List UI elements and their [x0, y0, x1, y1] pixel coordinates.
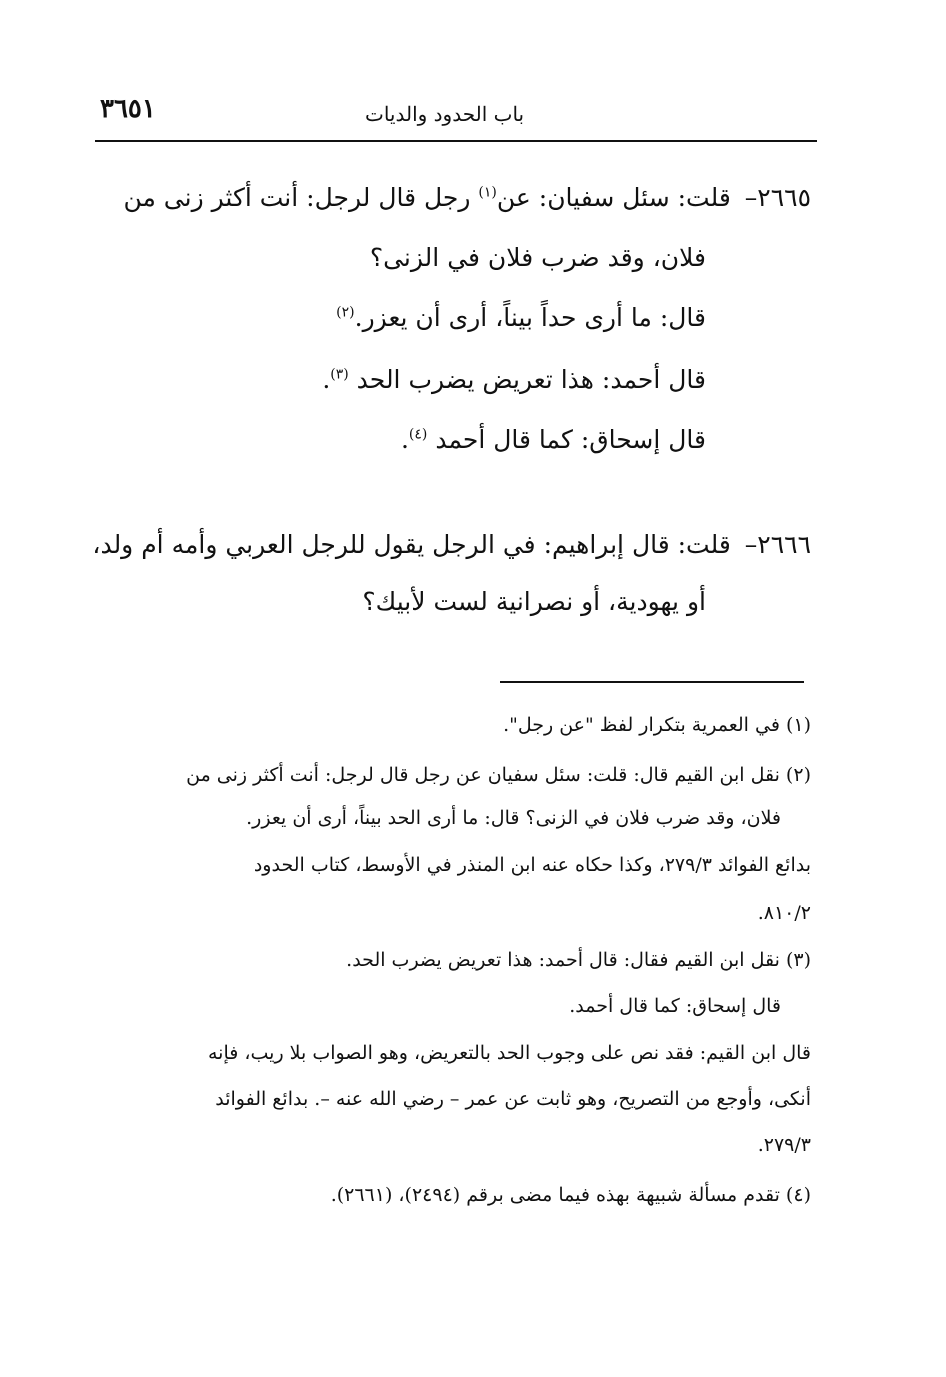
footnote-1: (١) في العمرية بتكرار لفظ "عن رجل".	[503, 714, 811, 736]
entry-text: .	[322, 365, 331, 394]
entry-text: قلت: سئل سفيان: عن	[496, 183, 731, 212]
entry-2666-line-1	[91, 525, 811, 565]
footnote-ref: (٣)	[330, 366, 349, 383]
entry-2665-line-4	[106, 360, 706, 400]
entry-number: ٢٦٦٥–	[744, 183, 811, 212]
entry-text: أو يهودية، أو نصرانية لست لأبيك؟	[362, 587, 706, 616]
entry-number: ٢٦٦٦–	[744, 530, 811, 559]
footnote-2-line-3: بدائع الفوائد ٢٧٩/٣، وكذا حكاه عنه ابن المنذر في الأوسط، كتاب الحدود	[253, 854, 811, 876]
entry-text: قال: ما أرى حداً بيناً، أرى أن يعزر.	[354, 303, 706, 332]
footnote-2-line-2: فلان، وقد ضرب فلان في الزنى؟ قال: ما أرى الحد بيناً، أرى أن يعزر.	[246, 807, 781, 829]
footnote-ref: (٢)	[336, 304, 355, 321]
footnote-3-line-5: ٢٧٩/٣.	[757, 1134, 811, 1156]
footnote-2-line-1: (٢) نقل ابن القيم قال: قلت: سئل سفيان عن رجل قال لرجل: أنت أكثر زنى من	[186, 764, 811, 786]
footnote-ref: (١)	[478, 184, 497, 201]
entry-text: قال أحمد: هذا تعريض يضرب الحد	[348, 365, 706, 394]
entry-text: .	[400, 425, 409, 454]
footnote-3-line-4: أنكى، وأوجع من التصريح، وهو ثابت عن عمر – رضي الله عنه –. بدائع الفوائد	[215, 1088, 811, 1110]
entry-text: قلت: قال إبراهيم: في الرجل يقول للرجل العربي وأمه أم ولد،	[92, 530, 731, 559]
page-header	[95, 92, 817, 142]
footnote-3-line-1: (٣) نقل ابن القيم فقال: قال أحمد: هذا تعريض يضرب الحد.	[346, 949, 811, 971]
footnote-separator	[500, 681, 804, 683]
entry-2665-line-2	[106, 238, 706, 278]
entry-2665-line-1	[91, 178, 811, 218]
footnote-3-line-2: قال إسحاق: كما قال أحمد.	[569, 995, 781, 1017]
footnote-2-line-4: ٨١٠/٢.	[757, 902, 811, 924]
entry-text: رجل قال لرجل: أنت أكثر زنى من	[123, 183, 479, 212]
running-title: باب الحدود والديات	[365, 102, 525, 126]
entry-2665-line-3	[106, 298, 706, 338]
entry-text: قال إسحاق: كما قال أحمد	[427, 425, 706, 454]
entry-2666-line-2	[106, 582, 706, 622]
footnote-3-line-3: قال ابن القيم: فقد نص على وجوب الحد بالتعريض، وهو الصواب بلا ريب، فإنه	[207, 1042, 811, 1064]
entry-2665-line-5	[106, 420, 706, 460]
footnote-ref: (٤)	[408, 426, 428, 443]
page-number: ٣٦٥١	[100, 94, 156, 124]
footnote-4: (٤) تقدم مسألة شبيهة بهذه فيما مضى برقم (٢٤٩٤)، (٢٦٦١).	[330, 1184, 811, 1206]
entry-text: فلان، وقد ضرب فلان في الزنى؟	[369, 243, 706, 272]
